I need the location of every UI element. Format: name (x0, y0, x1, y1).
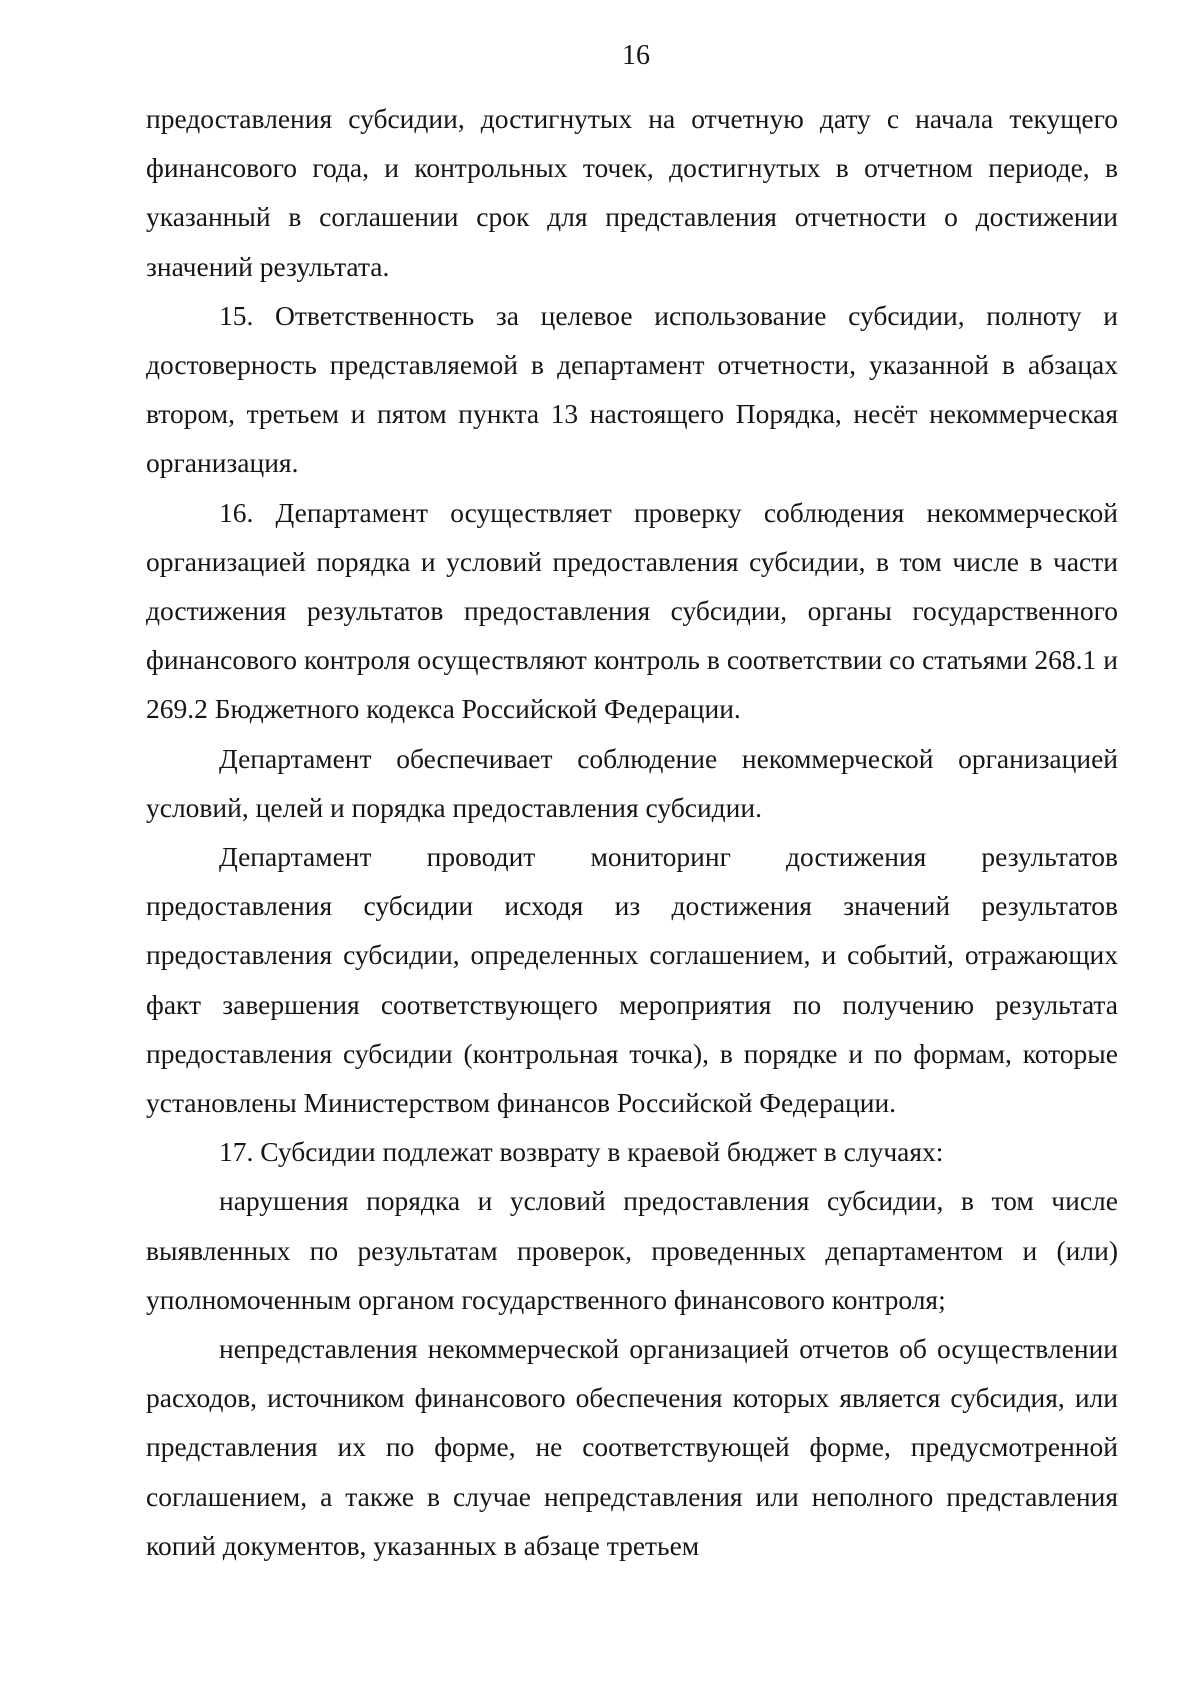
paragraph-continuation: предоставления субсидии, достигнутых на отчетную дату с начала текущего финансового года, и контрольных точек, достигнутых в отчетном периоде, в указанный в соглашении срок для представления отчетности о достижении значений результата. (146, 103, 1118, 282)
paragraph-clause-16: 16. Департамент осуществляет проверку соблюдения некоммерческой организацией порядка и условий предоставления субсидии, в том числе в части достижения результатов предоставления субсидии, органы государственного финансового контроля осуществляют контроль в соответствии со статьями 268.1 и 269.2 Бюджетного кодекса Российской Федерации. (146, 496, 1118, 725)
page-number: 16 (622, 40, 650, 71)
paragraph-nonsubmission-case: непредставления некоммерческой организацией отчетов об осуществлении расходов, источником финансового обеспечения которых является субсидия, или представления их по форме, не соответствующей форме, предусмотренной соглашением, а также в случае непредставления или неполного представления копий документов, указанных в абзаце третьем (146, 1333, 1118, 1561)
paragraph-clause-17: 17. Субсидии подлежат возврату в краевой бюджет в случаях: (219, 1136, 944, 1168)
paragraph-department-monitoring: Департамент проводит мониторинг достижения результатов предоставления субсидии исходя из достижения значений результатов предоставления субсидии, определенных соглашением, и событий, отражающих факт завершения соответствующего мероприятия по получению результата предоставления субсидии (контрольная точка), в порядке и по формам, которые установлены Министерством финансов Российской Федерации. (146, 841, 1118, 1119)
paragraph-violation-case: нарушения порядка и условий предоставления субсидии, в том числе выявленных по результатам проверок, проведенных департаментом и (или) уполномоченным органом государственного финансового контроля; (146, 1185, 1118, 1315)
document-body (146, 94, 1118, 1570)
paragraph-clause-15: 15. Ответственность за целевое использование субсидии, полноту и достоверность представляемой в департамент отчетности, указанной в абзацах втором, третьем и пятом пункта 13 настоящего Порядка, несёт некоммерческая организация. (146, 299, 1118, 479)
paragraph-department-compliance: Департамент обеспечивает соблюдение некоммерческой организацией условий, целей и порядка предоставления субсидии. (146, 742, 1118, 823)
